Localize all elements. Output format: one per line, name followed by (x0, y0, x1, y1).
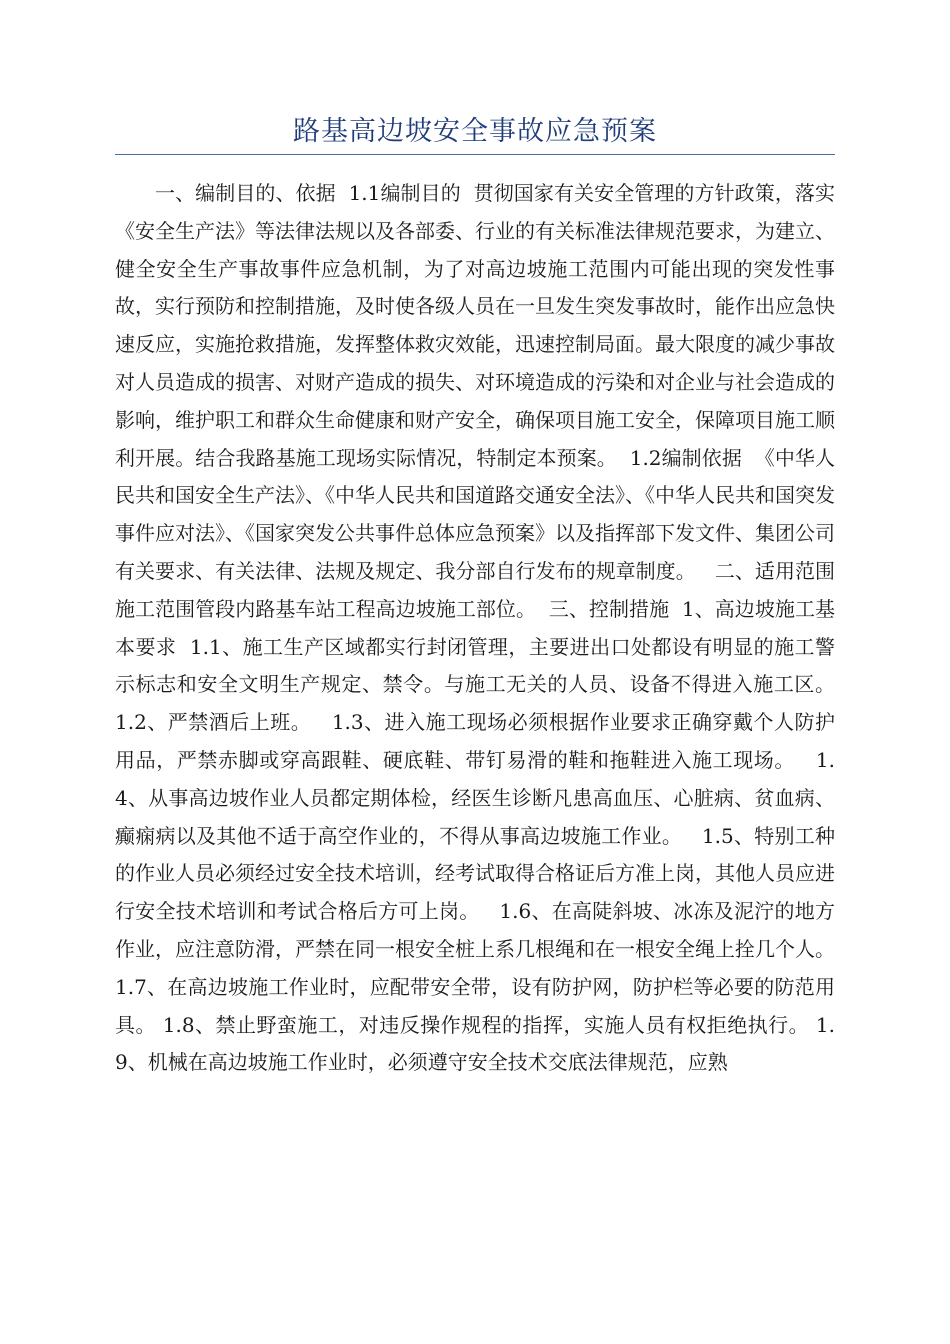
title-underline (115, 154, 835, 155)
document-body: 一、编制目的、依据 1.1编制目的 贯彻国家有关安全管理的方针政策，落实《安全生产法》等法律法规以及各部委、行业的有关标准法律规范要求，为建立、健全安全生产事故事件应急机制，为了对高边坡施工范围内可能出现的突发性事故，实行预防和控制措施，及时使各级人员在一旦发生突发事故时，能作出应急快速反应，实施抢救措施，发挥整体救灾效能，迅速控制局面。最大限度的减少事故对人员造成的损害、对财产造成的损失、对环境造成的污染和对企业与社会造成的影响，维护职工和群众生命健康和财产安全，确保项目施工安全，保障项目施工顺利开展。结合我路基施工现场实际情况，特制定本预案。 1.2编制依据 《中华人民共和国安全生产法》、《中华人民共和国道路交通安全法》、《中华人民共和国突发事件应对法》、《国家突发公共事件总体应急预案》以及指挥部下发文件、集团公司有关要求、有关法律、法规及规定、我分部自行发布的规章制度。 二、适用范围 施工范围管段内路基车站工程高边坡施工部位。 三、控制措施 1、高边坡施工基本要求 1.1、施工生产区域都实行封闭管理，主要进出口处都设有明显的施工警示标志和安全文明生产规定、禁令。与施工无关的人员、设备不得进入施工区。 1.2、严禁酒后上班。 1.3、进入施工现场必须根据作业要求正确穿戴个人防护用品，严禁赤脚或穿高跟鞋、硬底鞋、带钉易滑的鞋和拖鞋进入施工现场。 1.4、从事高边坡作业人员都定期体检，经医生诊断凡患高血压、心脏病、贫血病、癫痫病以及其他不适于高空作业的，不得从事高边坡施工作业。 1.5、特别工种的作业人员必须经过安全技术培训，经考试取得合格证后方准上岗，其他人员应进行安全技术培训和考试合格后方可上岗。 1.6、在高陡斜坡、冰冻及泥泞的地方作业，应注意防滑，严禁在同一根安全桩上系几根绳和在一根安全绳上拴几个人。 1.7、在高边坡施工作业时，应配带安全带，设有防护网，防护栏等必要的防范用具。 1.8、禁止野蛮施工，对违反操作规程的指挥，实施人员有权拒绝执行。 1.9、机械在高边坡施工作业时，必须遵守安全技术交底法律规范，应熟 (115, 181, 855, 1075)
document-title: 路基高边坡安全事故应急预案 (293, 116, 657, 147)
